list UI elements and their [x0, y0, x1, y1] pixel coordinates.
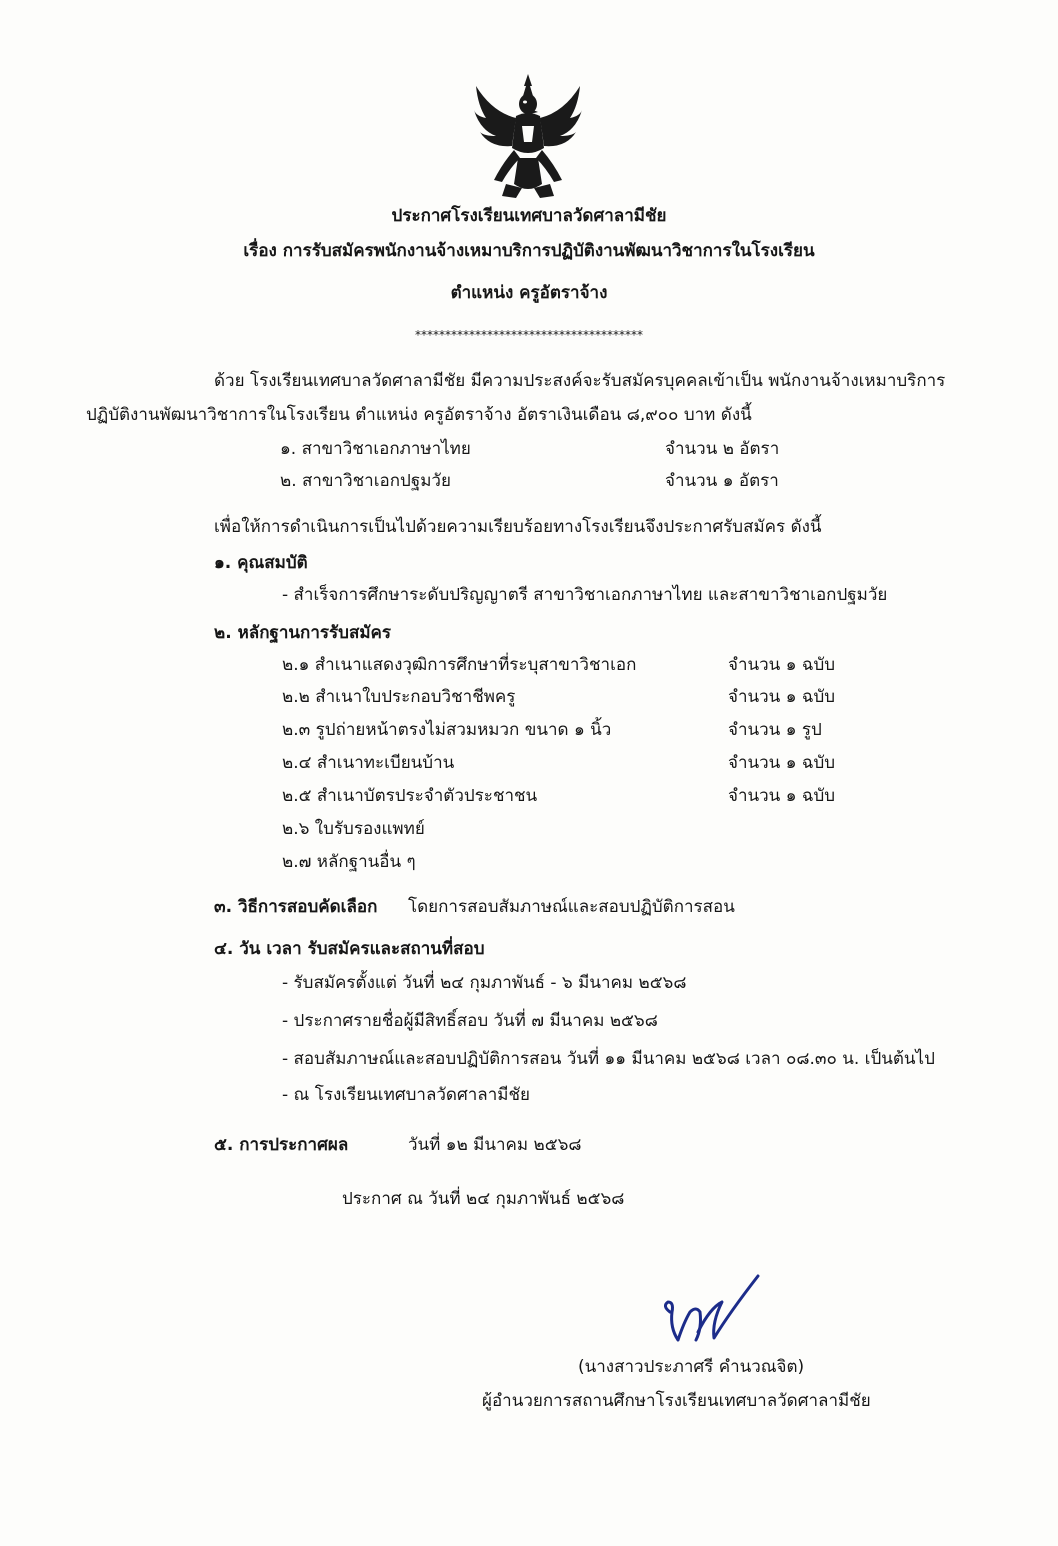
header-divider: **************************************	[415, 328, 643, 342]
section-3-text: โดยการสอบสัมภาษณ์และสอบปฏิบัติการสอน	[408, 897, 735, 917]
section-4-heading: ๔. วัน เวลา รับสมัครและสถานที่สอบ	[214, 939, 485, 959]
major-label: ๒. สาขาวิชาเอกปฐมวัย	[280, 471, 451, 491]
schedule-item: - ณ โรงเรียนเทศบาลวัดศาลามีชัย	[282, 1085, 530, 1105]
document-item-label: ๒.๔ สำเนาทะเบียนบ้าน	[282, 753, 455, 773]
announced-date: ประกาศ ณ วันที่ ๒๔ กุมภาพันธ์ ๒๕๖๘	[342, 1189, 625, 1209]
section-2-heading: ๒. หลักฐานการรับสมัคร	[214, 623, 392, 643]
purpose-text: เพื่อให้การดำเนินการเป็นไปด้วยความเรียบร้อยทางโรงเรียนจึงประกาศรับสมัคร ดังนี้	[214, 517, 822, 537]
major-label: ๑. สาขาวิชาเอกภาษาไทย	[280, 439, 471, 459]
intro-line-2: ปฏิบัติงานพัฒนาวิชาการในโรงเรียน ตำแหน่ง ครูอัตราจ้าง อัตราเงินเดือน ๘,๙๐๐ บาท ดังนี้	[86, 405, 752, 425]
qualification-item: - สำเร็จการศึกษาระดับปริญญาตรี สาขาวิชาเอกภาษาไทย และสาขาวิชาเอกปฐมวัย	[282, 585, 888, 605]
document-item-count: จำนวน ๑ ฉบับ	[728, 687, 836, 707]
document-item-label: ๒.๗ หลักฐานอื่น ๆ	[282, 852, 416, 872]
document-item-count: จำนวน ๑ ฉบับ	[728, 786, 836, 806]
section-5-text: วันที่ ๑๒ มีนาคม ๒๕๖๘	[408, 1135, 582, 1155]
announcement-subject: เรื่อง การรับสมัครพนักงานจ้างเหมาบริการปฏิบัติงานพัฒนาวิชาการในโรงเรียน	[243, 241, 815, 261]
document-item-label: ๒.๖ ใบรับรองแพทย์	[282, 819, 425, 839]
section-3-heading: ๓. วิธีการสอบคัดเลือก	[214, 897, 378, 917]
section-5-heading: ๕. การประกาศผล	[214, 1135, 349, 1155]
major-count: จำนวน ๒ อัตรา	[665, 439, 780, 459]
signer-name: (นางสาวประภาศรี คำนวณจิต)	[578, 1357, 805, 1377]
major-count: จำนวน ๑ อัตรา	[665, 471, 779, 491]
signer-title: ผู้อำนวยการสถานศึกษาโรงเรียนเทศบาลวัดศาลามีชัย	[482, 1391, 871, 1411]
announcement-title: ประกาศโรงเรียนเทศบาลวัดศาลามีชัย	[391, 206, 667, 226]
garuda-emblem-icon	[472, 72, 584, 200]
intro-line-1: ด้วย โรงเรียนเทศบาลวัดศาลามีชัย มีความประสงค์จะรับสมัครบุคคลเข้าเป็น พนักงานจ้างเหมาบริการ	[214, 371, 946, 391]
handwritten-signature	[650, 1272, 770, 1352]
document-item-count: จำนวน ๑ ฉบับ	[728, 655, 836, 675]
document-item-label: ๒.๒ สำเนาใบประกอบวิชาชีพครู	[282, 687, 516, 707]
document-item-count: จำนวน ๑ รูป	[728, 720, 822, 740]
schedule-item: - ประกาศรายชื่อผู้มีสิทธิ์สอบ วันที่ ๗ มีนาคม ๒๕๖๘	[282, 1011, 658, 1031]
document-item-count: จำนวน ๑ ฉบับ	[728, 753, 836, 773]
document-item-label: ๒.๕ สำเนาบัตรประจำตัวประชาชน	[282, 786, 538, 806]
document-item-label: ๒.๓ รูปถ่ายหน้าตรงไม่สวมหมวก ขนาด ๑ นิ้ว	[282, 720, 612, 740]
announcement-position: ตำแหน่ง ครูอัตราจ้าง	[450, 283, 608, 303]
schedule-item: - สอบสัมภาษณ์และสอบปฏิบัติการสอน วันที่ ๑๑ มีนาคม ๒๕๖๘ เวลา ๐๘.๓๐ น. เป็นต้นไป	[282, 1049, 935, 1069]
section-1-heading: ๑. คุณสมบัติ	[214, 553, 308, 573]
schedule-item: - รับสมัครตั้งแต่ วันที่ ๒๔ กุมภาพันธ์ - ๖ มีนาคม ๒๕๖๘	[282, 973, 687, 993]
document-item-label: ๒.๑ สำเนาแสดงวุฒิการศึกษาที่ระบุสาขาวิชาเอก	[282, 655, 637, 675]
